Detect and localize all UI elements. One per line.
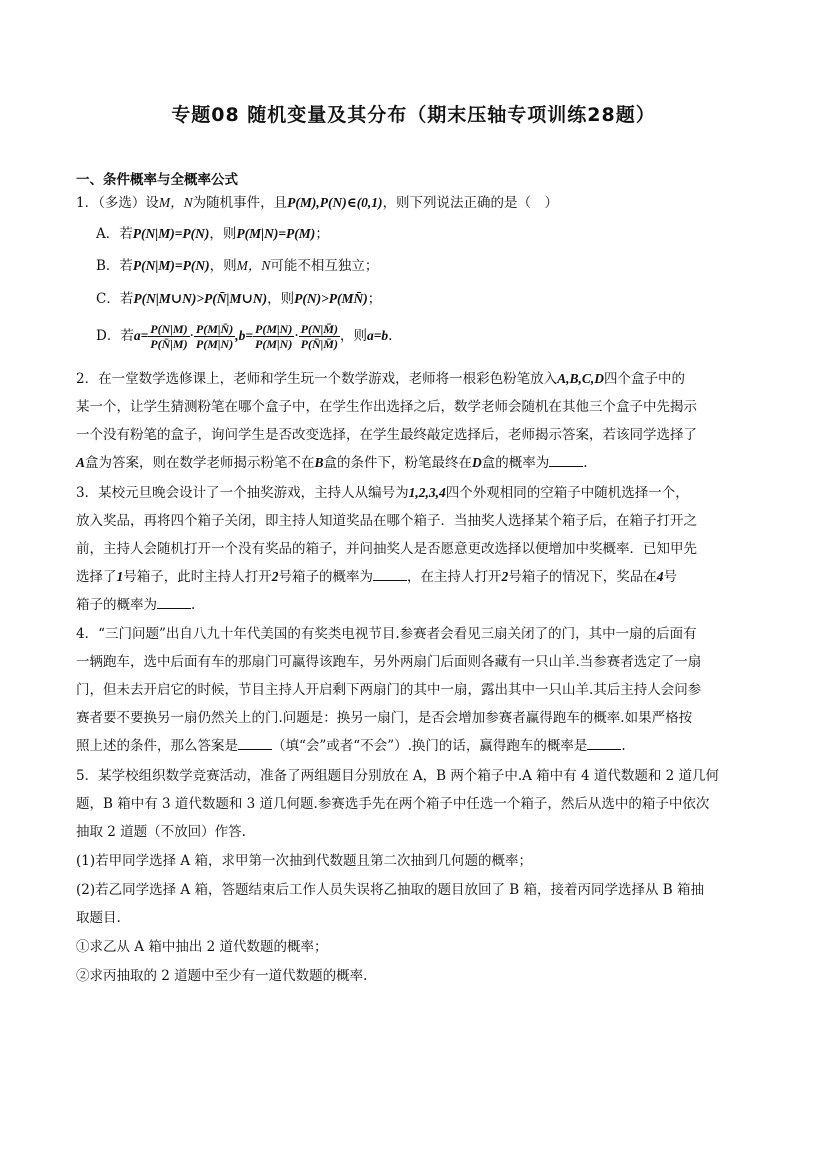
answer-blank[interactable]	[238, 736, 272, 750]
q5-subpart-1: ①求乙从 A 箱中抽出 2 道代数题的概率；	[76, 939, 328, 955]
answer-blank[interactable]	[373, 567, 407, 581]
fraction: $\frac{P(N|M̄)}{P(N̄|M̄)}$	[300, 322, 338, 351]
q1-option-b: B．若P(N|M)=P(N)，则M，N可能不相互独立；	[96, 258, 379, 274]
q1-option-c: C．若P(N|M∪N)>P(N̄|M∪N)，则P(N)>P(MN̄)；	[96, 291, 382, 307]
q5-line-3: 抽取 2 道题（不放回）作答.	[76, 824, 246, 840]
page-title: 专题08 随机变量及其分布（期末压轴专项训练28题）	[171, 104, 656, 126]
q1-option-d: D．若a= $\frac{P(N|M)}{P(N̄|M)}$ · $\frac{P(M|N̄)}{P(M|N)}$ ,b= $\frac{P(M|N)}{P(M|N)}$ · $\frac{P(N|M̄)}{P(N̄|M̄)}$ ，则a=b.	[96, 322, 393, 351]
q1-option-a: A．若P(N|M)=P(N)，则P(M|N)=P(M)；	[96, 226, 329, 242]
q5-part-1: (1)若甲同学选择 A 箱，求甲第一次抽到代数题且第二次抽到几何题的概率；	[76, 853, 532, 869]
answer-blank[interactable]	[549, 453, 583, 467]
q4-line-2: 一辆跑车，选中后面有车的那扇门可赢得该跑车，另外两扇门后面则各藏有一只山羊.当参赛者选定了一扇	[76, 654, 702, 670]
q1-stem: 1．（多选）设M，N为随机事件，且P(M),P(N)∈(0,1)，则下列说法正确的是（ ）	[76, 195, 559, 211]
q2-line-4: A盒为答案，则在数学老师揭示粉笔不在B盒的条件下，粉笔最终在D盒的概率为 .	[76, 455, 588, 471]
q3-line-2: 放入奖品，再将四个箱子关闭，即主持人知道奖品在哪个箱子．当抽奖人选择某个箱子后，在箱子打开之	[76, 513, 697, 529]
q4-line-5: 照上述的条件，那么答案是 （填“会”或者“不会”）.换门的话，赢得跑车的概率是 .	[76, 738, 626, 754]
q4-line-1: 4．“三门问题”出自八九十年代美国的有奖类电视节目.参赛者会看见三扇关闭了的门，其中一扇的后面有	[76, 626, 697, 642]
q3-line-3: 前，主持人会随机打开一个没有奖品的箱子，并问抽奖人是否愿意更改选择以便增加中奖概率．已知甲先	[76, 541, 697, 557]
section-heading: 一、条件概率与全概率公式	[76, 172, 238, 188]
fraction: $\frac{P(M|N)}{P(M|N)}$	[255, 322, 293, 351]
answer-blank[interactable]	[587, 736, 621, 750]
fraction: $\frac{P(N|M)}{P(N̄|M)}$	[150, 322, 188, 351]
q3-line-4: 选择了1号箱子，此时主持人打开2号箱子的概率为 ，在主持人打开2号箱子的情况下，奖品在4号	[76, 569, 677, 585]
q5-line-2: 题，B 箱中有 3 道代数题和 3 道几何题.参赛选手先在两个箱子中任选一个箱子，然后从选中的箱子中依次	[76, 796, 710, 812]
q4-line-4: 赛者要不要换另一扇仍然关上的门.问题是：换另一扇门，是否会增加参赛者赢得跑车的概率.如果严格按	[76, 710, 693, 726]
q2-line-1: 2．在一堂数学选修课上，老师和学生玩一个数学游戏，老师将一根彩色粉笔放入A,B,C,D四个盒子中的	[76, 371, 685, 387]
fraction: $\frac{P(M|N̄)}{P(M|N)}$	[195, 322, 234, 351]
q5-subpart-2: ②求丙抽取的 2 道题中至少有一道代数题的概率.	[76, 968, 368, 984]
q2-line-3: 一个没有粉笔的盒子，询问学生是否改变选择，在学生最终敲定选择后，老师揭示答案，若该同学选择了	[76, 427, 697, 443]
q3-line-5: 箱子的概率为 .	[76, 597, 196, 613]
q5-part-2: (2)若乙同学选择 A 箱，答题结束后工作人员失误将乙抽取的题目放回了 B 箱，接着丙同学选择从 B 箱抽	[76, 882, 704, 898]
q5-part-2-cont: 取题目.	[76, 910, 121, 926]
q2-line-2: 某一个，让学生猜测粉笔在哪个盒子中，在学生作出选择之后，数学老师会随机在其他三个盒子中先揭示	[76, 399, 697, 415]
answer-blank[interactable]	[157, 595, 191, 609]
q3-line-1: 3．某校元旦晚会设计了一个抽奖游戏，主持人从编号为1,2,3,4四个外观相同的空箱子中随机选择一个，	[76, 485, 689, 501]
q4-line-3: 门，但未去开启它的时候，节目主持人开启剩下两扇门的其中一扇，露出其中一只山羊.其后主持人会问参	[76, 682, 702, 698]
q5-line-1: 5．某学校组织数学竞赛活动，准备了两组题目分别放在 A，B 两个箱子中.A 箱中有 4 道代数题和 2 道几何	[76, 768, 720, 784]
